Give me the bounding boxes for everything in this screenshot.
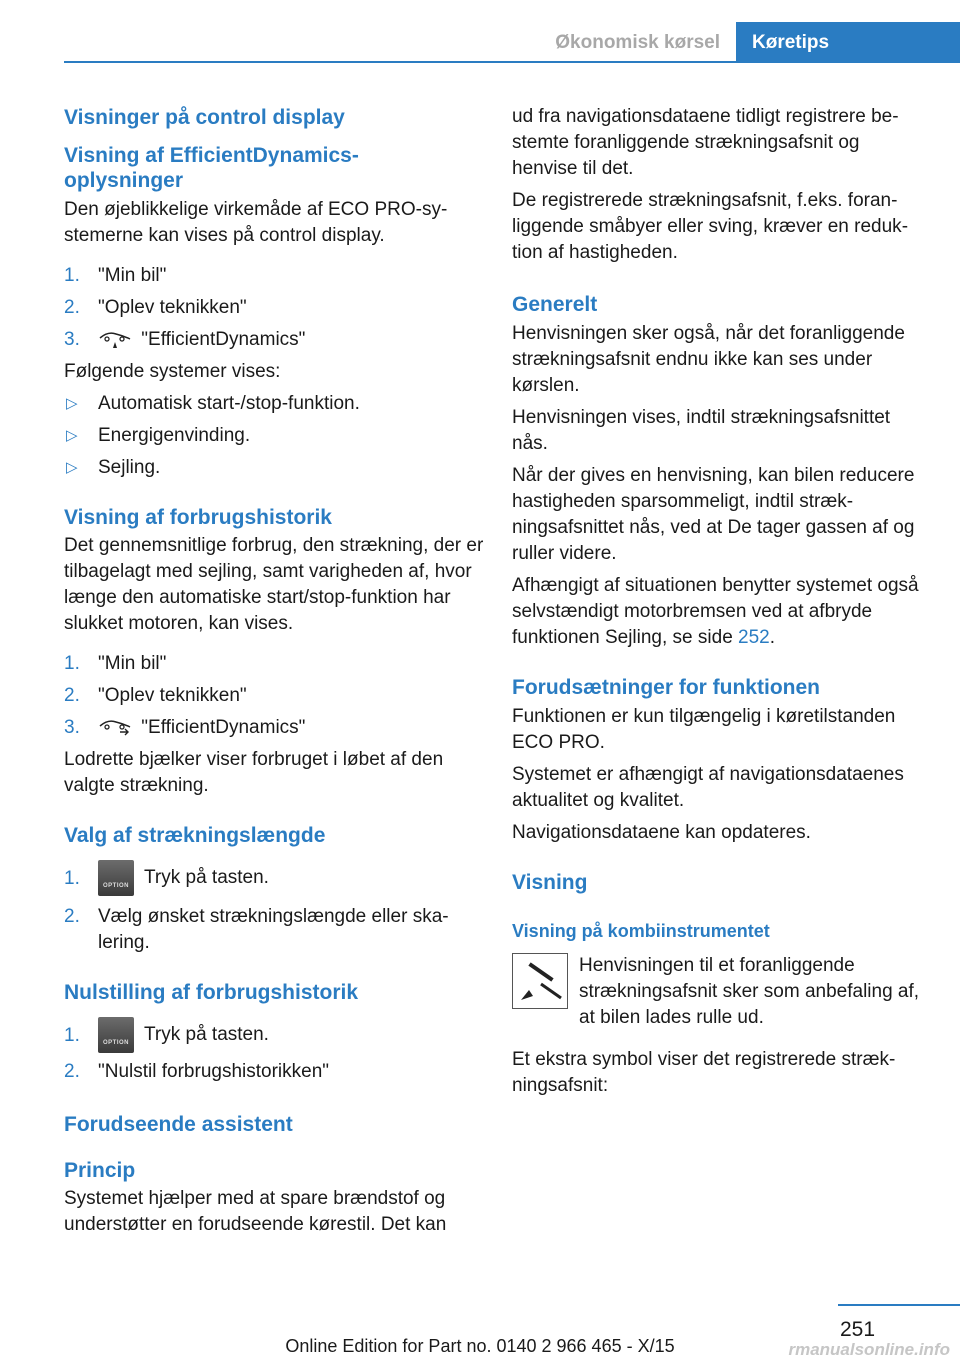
para-general-1: Henvisningen sker også, når det foranliggende strækningsafsnit endnu ikke kan ses under kørslen. xyxy=(512,323,905,396)
heading-ed-info: Visning af EfficientDynamics-oplysninger xyxy=(64,144,359,192)
right-column xyxy=(512,104,930,1099)
cluster-note xyxy=(512,953,930,1031)
list-item: 2. Vælg ønsket strækningslængde eller skalering. xyxy=(64,906,449,953)
option-button-icon: OPTION xyxy=(98,1017,134,1053)
para-bars: Lodrette bjælker viser forbruget i løbet af den valgte strækning. xyxy=(64,749,444,796)
heading-cluster: Visning på kombiinstrumentet xyxy=(512,921,770,941)
list-item: 1. "Min bil" xyxy=(64,653,167,674)
efficientdynamics-history-icon xyxy=(98,718,132,738)
para-cluster: Henvisningen til et foranliggende strækningsafsnit sker som anbefaling af, at bilen lades rulle ud. xyxy=(579,955,920,1028)
efficientdynamics-icon xyxy=(98,330,132,350)
list-item: 2. "Oplev teknikken" xyxy=(64,685,247,706)
list-history-steps xyxy=(64,651,484,741)
coasting-symbol-icon xyxy=(512,953,568,1009)
para-general-3: Når der gives en henvisning, kan bilen reducere hastigheden sparsommeligt, indtil strækningsafsnittet nås, ved at De tager gassen af og ruller videre. xyxy=(512,465,915,564)
edition-info: Online Edition for Part no. 0140 2 966 465 - X/15 xyxy=(285,1336,675,1356)
para-prereq-2: Systemet er afhængigt af navigationsdataenes aktualitet og kvalitet. xyxy=(512,764,904,811)
header-chapter-tab: Køretips xyxy=(736,22,960,63)
para-symbol: Et ekstra symbol viser det registrerede strækningsafsnit: xyxy=(512,1049,896,1096)
para-prereq-3: Navigationsdataene kan opdateres. xyxy=(512,822,811,843)
header-section-title: Økonomisk kørsel xyxy=(555,32,720,53)
heading-principle: Princip xyxy=(64,1159,136,1182)
para-general-2: Henvisningen vises, indtil strækningsafsnittet nås. xyxy=(512,407,891,454)
para-principle: Systemet hjælper med at spare brændstof og understøtter en forudseende kørestil. Det kan xyxy=(64,1188,447,1235)
list-item: 2. "Oplev teknikken" xyxy=(64,297,247,318)
page-number: 251 xyxy=(840,1318,876,1341)
page-link[interactable]: 252 xyxy=(738,627,770,648)
heading-reset: Nulstilling af forbrugshistorik xyxy=(64,981,359,1004)
list-item: 3. "EfficientDynamics" xyxy=(64,717,306,738)
list-reset-steps xyxy=(64,1017,484,1085)
list-systems xyxy=(64,391,484,481)
heading-prerequisites: Forudsætninger for funktionen xyxy=(512,676,820,699)
left-column xyxy=(64,104,484,1238)
heading-displays: Visninger på control display xyxy=(64,106,345,129)
para-continuation: ud fra navigationsdataene tidligt registrere bestemte foranliggende strækningsafsnit og henvise til det. xyxy=(512,106,899,179)
para-general-4: Afhængigt af situationen benytter systemet også selvstændigt motorbremsen ved at afbryde funktionen Sejling, se side 252. xyxy=(512,575,919,648)
list-item: 2. "Nulstil forbrugshistorikken" xyxy=(64,1061,330,1082)
heading-display: Visning xyxy=(512,871,588,894)
list-item: 3. "EfficientDynamics" xyxy=(64,329,306,350)
list-item: 1. OPTION Tryk på tasten. xyxy=(64,860,484,896)
header-rule xyxy=(64,61,960,63)
option-button-icon: OPTION xyxy=(98,860,134,896)
list-length-steps xyxy=(64,860,484,956)
para-history: Det gennemsnitlige forbrug, den strækning, der er tilbagelagt med sejling, samt varigheden af, hvor længe den automatiske start/stop-funktion har slukket motoren, kan vises. xyxy=(64,535,484,634)
para-examples: De registrerede strækningsafsnit, f.eks. foranliggende småbyer eller sving, kræver en reduktion af hastigheden. xyxy=(512,190,909,263)
para-systems: Følgende systemer vises: xyxy=(64,361,281,382)
heading-history: Visning af forbrugshistorik xyxy=(64,506,332,529)
para-prereq-1: Funktionen er kun tilgængelig i køretilstanden ECO PRO. xyxy=(512,706,896,753)
footer-rule xyxy=(838,1304,960,1306)
watermark: rmanualsonline.info xyxy=(788,1340,950,1359)
list-item: ▷ Automatisk start-/stop-funktion. xyxy=(66,393,360,414)
heading-length: Valg af strækningslængde xyxy=(64,824,326,847)
heading-general: Generelt xyxy=(512,293,598,316)
list-item: 1. OPTION Tryk på tasten. xyxy=(64,1017,484,1053)
list-ed-steps xyxy=(64,263,484,353)
list-item: 1. "Min bil" xyxy=(64,265,167,286)
para-ed-info: Den øjeblikkelige virkemåde af ECO PRO-systemerne kan vises på control display. xyxy=(64,199,448,246)
list-item: ▷ Sejling. xyxy=(66,457,161,478)
list-item: ▷ Energigenvinding. xyxy=(66,425,251,446)
heading-assistant: Forudseende assistent xyxy=(64,1113,293,1136)
